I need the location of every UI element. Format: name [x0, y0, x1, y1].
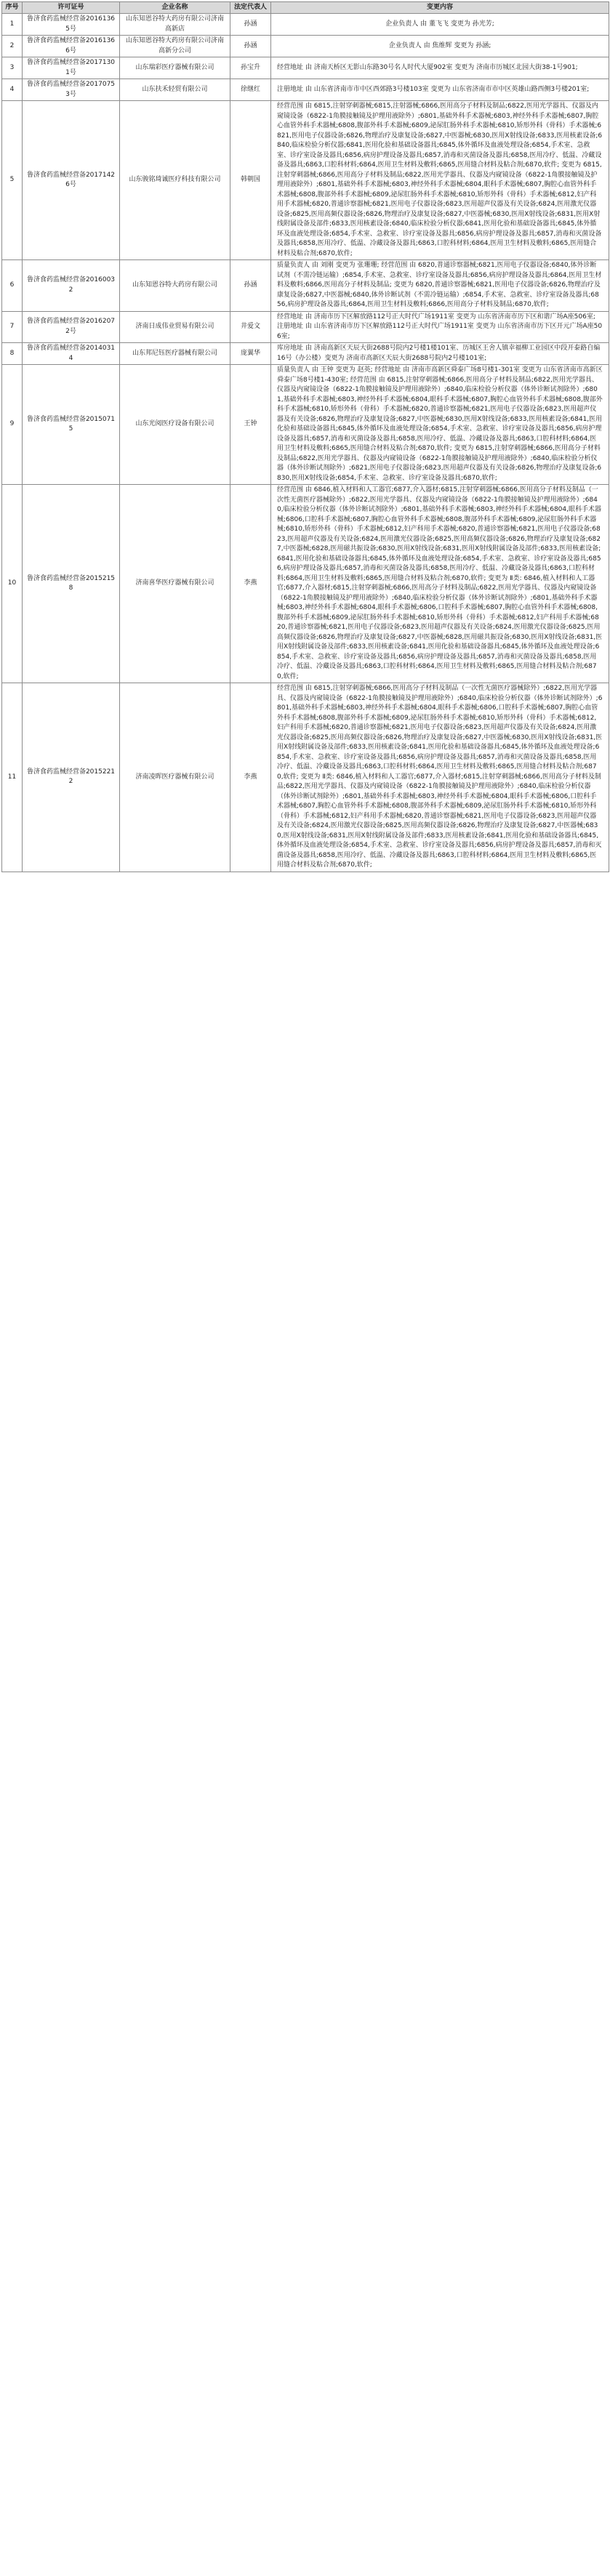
legal-representative: 韩朝国 — [230, 101, 271, 260]
table-header — [2, 2, 609, 14]
table-row — [2, 485, 609, 683]
enterprise-name: 济南喜华医疗器械有限公司 — [120, 485, 230, 683]
legal-representative: 孙涵 — [230, 260, 271, 312]
legal-representative: 庞翼华 — [230, 343, 271, 365]
license-number: 鲁济食药监械经营备20170753号 — [23, 79, 120, 101]
table-row — [2, 57, 609, 79]
legal-representative: 孙涵 — [230, 14, 271, 36]
header-representative: 法定代表人 — [230, 2, 271, 14]
change-content: 库房地址 由 济南高新区天辰大街2688号院内2号楼1楼101室、历城区王舍人镇幸福柳工业园区中段开泰路自编16号（办公楼）变更为 济南市高新区天辰大街2688号院内2号楼101室; — [271, 343, 609, 365]
license-number: 鲁济食药监械经营备20171301号 — [23, 57, 120, 79]
license-number: 鲁济食药监械经营备20161366号 — [23, 36, 120, 57]
enterprise-name: 济南凌晖医疗器械有限公司 — [120, 683, 230, 872]
enterprise-name: 山东邦尼钰医疗器械有限公司 — [120, 343, 230, 365]
row-number: 1 — [2, 14, 23, 36]
license-number: 鲁济食药监械经营备20171426号 — [23, 101, 120, 260]
row-number: 7 — [2, 311, 23, 343]
record-table — [1, 1, 609, 872]
license-number: 鲁济食药监械经营备20152212 — [23, 683, 120, 872]
change-content: 经营地址 由 济南天桥区无影山东路30号名人时代大厦902室 变更为 济南市历城区北园大街38-1号901; — [271, 57, 609, 79]
table-row — [2, 14, 609, 36]
table-body — [2, 14, 609, 872]
legal-representative: 李燕 — [230, 683, 271, 872]
legal-representative: 孙涵 — [230, 36, 271, 57]
enterprise-name: 山东知恩谷特大药房有限公司济南高新分公司 — [120, 36, 230, 57]
license-number: 鲁济食药监械经营备20161365号 — [23, 14, 120, 36]
header-license: 许可证号 — [23, 2, 120, 14]
row-number: 2 — [2, 36, 23, 57]
change-content: 注册地址 由 山东省济南市市中区西郊路3号楼103室 变更为 山东省济南市市中区英雄山路西侧3号楼201室; — [271, 79, 609, 101]
row-number: 8 — [2, 343, 23, 365]
legal-representative: 李燕 — [230, 485, 271, 683]
license-number: 鲁济食药监械经营备20160032 — [23, 260, 120, 312]
row-number: 5 — [2, 101, 23, 260]
row-number: 11 — [2, 683, 23, 872]
legal-representative: 井爱文 — [230, 311, 271, 343]
header-row — [2, 2, 609, 14]
change-content: 经营范围 由 6815,注射穿刺器械;6815,注射器械;6866,医用高分子材料及制品;6822,医用光学器具、仪器及内窥镜设备（6822-1角膜接触镜及护理用液除外）;6801,基础外科手术器械;6803,神经外科手术器械;6807,胸腔心血管外科手术器械;6808,腹部外科手术器械;6809,泌尿肛肠外科手术器械;6810,矫形外科（骨科）手术器械;6821,医用电子仪器设备;6826,物理治疗及康复设备;6827,中医器械;6830,医用X射线设备;6833,医用核素设备;6840,临床检验分析仪器;6841,医用化验和基础设备器具;6845,体外循环及血液处理设备;6854,手术室、急救室、诊疗室设备及器具;6856,病房护理设备及器具;6857,消毒和灭菌设备及器具;6858,医用冷疗、低温、冷藏设备及器具;6863,口腔科材料;6864,医用卫生材料及敷料;6865,医用缝合材料及粘合剂;6870,软件; 变更为 6815,注射穿刺器械;6866,医用高分子材料及制品;6822,医用光学器具、仪器及内窥镜设备（6822-1角膜接触镜及护理用液除外）;6801,基础外科手术器械;6803,神经外科手术器械;6804,眼科手术器械;6807,胸腔心血管外科手术器械;6808,腹部外科手术器械;6809,泌尿肛肠外科手术器械;6810,矫形外科（骨科）手术器械;6812,妇产科用手术器械;6820,普通诊察器械;6821,医用电子仪器设备;6823,医用超声仪器及有关设备;6824,医用激光仪器设备;6825,医用高频仪器设备;6826,物理治疗及康复设备;6827,中医器械;6830,医用X射线设备;6831,医用X射线附属设备及部件;6833,医用核素设备;6840,临床检验分析仪器;6841,医用化验和基础设备器具;6845,体外循环及血液处理设备;6854,手术室、急救室、诊疗室设备及器具;6856,病房护理设备及器具;6857,消毒和灭菌设备及器具;6858,医用冷疗、低温、冷藏设备及器具;6863,口腔科材料;6864,医用卫生材料及敷料;6865,医用缝合材料及粘合剂;6870,软件; — [271, 101, 609, 260]
legal-representative: 孙宝升 — [230, 57, 271, 79]
legal-representative: 徐继红 — [230, 79, 271, 101]
enterprise-name: 山东扶禾轻贸有限公司 — [120, 79, 230, 101]
license-number: 鲁济食药监械经营备20152158 — [23, 485, 120, 683]
enterprise-name: 山东骏铭琦诚医疗科技有限公司 — [120, 101, 230, 260]
enterprise-name: 济南日成伟业贸易有限公司 — [120, 311, 230, 343]
table-row — [2, 36, 609, 57]
enterprise-name: 山东光阅医疗设备有限公司 — [120, 365, 230, 485]
table-row — [2, 101, 609, 260]
header-no: 序号 — [2, 2, 23, 14]
change-content: 质量负责人 由 刘刚 变更为 张珊珊; 经营范围 由 6820,普通诊察器械;6821,医用电子仪器设备;6840,体外诊断试剂（不需冷链运输）;6854,手术室、急救室、诊疗室设备及器具;6856,病房护理设备及器具;6864,医用卫生材料及敷料;6866,医用高分子材料及制品; 变更为 6820,普通诊察器械;6821,医用电子仪器设备;6826,物理治疗及康复设备;6827,中医器械;6840,体外诊断试剂（不需冷链运输）;6854,手术室、急救室、诊疗室设备及器具;6856,病房护理设备及器具;6864,医用卫生材料及敷料;6866,医用高分子材料及制品;6870,软件; — [271, 260, 609, 312]
change-content: 企业负责人 由 焦维辉 变更为 孙涵; — [271, 36, 609, 57]
change-content: 企业负责人 由 董飞飞 变更为 孙光芳; — [271, 14, 609, 36]
enterprise-name: 山东知恩谷特大药房有限公司 — [120, 260, 230, 312]
change-content: 质量负责人 由 王钟 变更为 赵英; 经营地址 由 济南市高新区舜泰广场8号楼1-301室 变更为 山东省济南市高新区舜泰广场8号楼1-430室; 经营范围 由 6815,注射穿刺器械;6866,医用高分子材料及制品;6822,医用光学器具、仪器及内窥镜设备（6822-1角膜接触镜及护理用液除外）;6840,临床检验分析仪器（体外诊断试剂除外）;6801,基础外科手术器械;6803,神经外科手术器械;6804,眼科手术器械;6807,胸腔心血管外科手术器械;6808,腹部外科手术器械;6810,矫形外科（骨科）手术器械;6820,普通诊察器械;6821,医用电子仪器设备;6823,医用超声仪器及有关设备;6826,物理治疗及康复设备;6827,中医器械;6830,医用X射线设备;6833,医用核素设备;6841,医用化验和基础设备器具;6845,体外循环及血液处理设备;6854,手术室、急救室、诊疗室设备及器具;6856,病房护理设备及器具;6857,消毒和灭菌设备及器具;6858,医用冷疗、低温、冷藏设备及器具;6863,口腔科材料;6864,医用卫生材料及敷料;6865,医用缝合材料及粘合剂;6870,软件; 变更为 6815,注射穿刺器械;6866,医用高分子材料及制品;6822,医用光学器具、仪器及内窥镜设备（6822-1角膜接触镜及护理用液除外）;6840,临床检验分析仪器（体外诊断试剂除外）;6821,医用电子仪器设备;6823,医用超声仪器及有关设备;6826,物理治疗及康复设备;6830,医用X射线设备;6854,手术室、急救室、诊疗室设备及器具;6870,软件; — [271, 365, 609, 485]
table-row — [2, 683, 609, 872]
row-number: 6 — [2, 260, 23, 312]
license-number: 鲁济食药监械经营备20140314 — [23, 343, 120, 365]
legal-representative: 王钟 — [230, 365, 271, 485]
header-change: 变更内容 — [271, 2, 609, 14]
change-content: 经营范围 由 6846,植入材料和人工器官;6877,介入器材;6815,注射穿刺器械;6866,医用高分子材料及制品（一次性无菌医疗器械除外）;6822,医用光学器具、仪器及内窥镜设备（6822-1角膜接触镜及护理用液除外）;6840,临床检验分析仪器（体外诊断试剂除外）;6801,基础外科手术器械;6803,神经外科手术器械;6804,眼科手术器械;6806,口腔科手术器械;6807,胸腔心血管外科手术器械;6808,腹部外科手术器械;6809,泌尿肛肠外科手术器械;6810,矫形外科（骨科）手术器械;6812,妇产科用手术器械;6820,普通诊察器械;6821,医用电子仪器设备;6823,医用超声仪器及有关设备;6824,医用激光仪器设备;6825,医用高频仪器设备;6826,物理治疗及康复设备;6827,中医器械;6828,医用磁共振设备;6830,医用X射线设备;6831,医用X射线附属设备及部件;6833,医用核素设备;6841,医用化验和基础设备器具;6845,体外循环及血液处理设备;6854,手术室、急救室、诊疗室设备及器具;6856,病房护理设备及器具;6857,消毒和灭菌设备及器具;6858,医用冷疗、低温、冷藏设备及器具;6863,口腔科材料;6864,医用卫生材料及敷料;6865,医用缝合材料及粘合剂;6870,软件; 变更为 Ⅱ类: 6846,植入材料和人工器官;6877,介入器材;6815,注射穿刺器械;6866,医用高分子材料及制品;6822,医用光学器具、仪器及内窥镜设备（6822-1角膜接触镜及护理用液除外）;6840,临床检验分析仪器（体外诊断试剂除外）;6801,基础外科手术器械;6803,神经外科手术器械;6804,眼科手术器械;6806,口腔科手术器械;6807,胸腔心血管外科手术器械;6808,腹部外科手术器械;6809,泌尿肛肠外科手术器械;6810,矫形外科（骨科）手术器械;6812,妇产科用手术器械;6820,普通诊察器械;6821,医用电子仪器设备;6823,医用超声仪器及有关设备;6824,医用激光仪器设备;6825,医用高频仪器设备;6826,物理治疗及康复设备;6827,中医器械;6828,医用磁共振设备;6830,医用X射线设备;6831,医用X射线附属设备及部件;6833,医用核素设备;6841,医用化验和基础设备器具;6845,体外循环及血液处理设备;6854,手术室、急救室、诊疗室设备及器具;6856,病房护理设备及器具;6857,消毒和灭菌设备及器具;6858,医用冷疗、低温、冷藏设备及器具;6863,口腔科材料;6864,医用卫生材料及敷料;6865,医用缝合材料及粘合剂;6870,软件; — [271, 485, 609, 683]
license-number: 鲁济食药监械经营备20150715 — [23, 365, 120, 485]
row-number: 10 — [2, 485, 23, 683]
table-row — [2, 79, 609, 101]
enterprise-name: 山东知恩谷特大药房有限公司济南高新店 — [120, 14, 230, 36]
row-number: 9 — [2, 365, 23, 485]
table-row — [2, 365, 609, 485]
header-enterprise: 企业名称 — [120, 2, 230, 14]
row-number: 4 — [2, 79, 23, 101]
change-content: 经营范围 由 6815,注射穿刺器械;6866,医用高分子材料及制品（一次性无菌医疗器械除外）;6822,医用光学器具、仪器及内窥镜设备（6822-1角膜接触镜及护理用液除外）;6840,临床检验分析仪器（体外诊断试剂除外）;6801,基础外科手术器械;6803,神经外科手术器械;6804,眼科手术器械;6806,口腔科手术器械;6807,胸腔心血管外科手术器械;6808,腹部外科手术器械;6809,泌尿肛肠外科手术器械;6810,矫形外科（骨科）手术器械;6812,妇产科用手术器械;6820,普通诊察器械;6821,医用电子仪器设备;6823,医用超声仪器及有关设备;6824,医用激光仪器设备;6825,医用高频仪器设备;6826,物理治疗及康复设备;6827,中医器械;6830,医用X射线设备;6831,医用X射线附属设备及部件;6833,医用核素设备;6841,医用化验和基础设备器具;6845,体外循环及血液处理设备;6854,手术室、急救室、诊疗室设备及器具;6856,病房护理设备及器具;6857,消毒和灭菌设备及器具;6858,医用冷疗、低温、冷藏设备及器具;6863,口腔科材料;6864,医用卫生材料及敷料;6865,医用缝合材料及粘合剂;6870,软件; 变更为 Ⅱ类: 6846,植入材料和人工器官;6877,介入器材;6815,注射穿刺器械;6866,医用高分子材料及制品;6822,医用光学器具、仪器及内窥镜设备（6822-1角膜接触镜及护理用液除外）;6840,临床检验分析仪器（体外诊断试剂除外）;6801,基础外科手术器械;6803,神经外科手术器械;6804,眼科手术器械;6806,口腔科手术器械;6807,胸腔心血管外科手术器械;6808,腹部外科手术器械;6809,泌尿肛肠外科手术器械;6810,矫形外科（骨科）手术器械;6812,妇产科用手术器械;6820,普通诊察器械;6821,医用电子仪器设备;6823,医用超声仪器及有关设备;6824,医用激光仪器设备;6825,医用高频仪器设备;6826,物理治疗及康复设备;6827,中医器械;6830,医用X射线设备;6831,医用X射线附属设备及部件;6833,医用核素设备;6841,医用化验和基础设备器具;6845,体外循环及血液处理设备;6854,手术室、急救室、诊疗室设备及器具;6856,病房护理设备及器具;6857,消毒和灭菌设备及器具;6858,医用冷疗、低温、冷藏设备及器具;6863,口腔科材料;6864,医用卫生材料及敷料;6865,医用缝合材料及粘合剂;6870,软件; — [271, 683, 609, 872]
table-row — [2, 260, 609, 312]
row-number: 3 — [2, 57, 23, 79]
table-row — [2, 311, 609, 343]
license-number: 鲁济食药监械经营备20162072号 — [23, 311, 120, 343]
change-content: 经营地址 由 济南市历下区解放路112号正大时代广场1911室 变更为 山东省济南市历下区和谐广场A座506室; 注册地址 由 山东省济南市历下区解放路112号正大时代广场1911室 变更为 山东省济南市历下区开元广场A座506室; — [271, 311, 609, 343]
enterprise-name: 山东瑞彩医疗器械有限公司 — [120, 57, 230, 79]
table-row — [2, 343, 609, 365]
